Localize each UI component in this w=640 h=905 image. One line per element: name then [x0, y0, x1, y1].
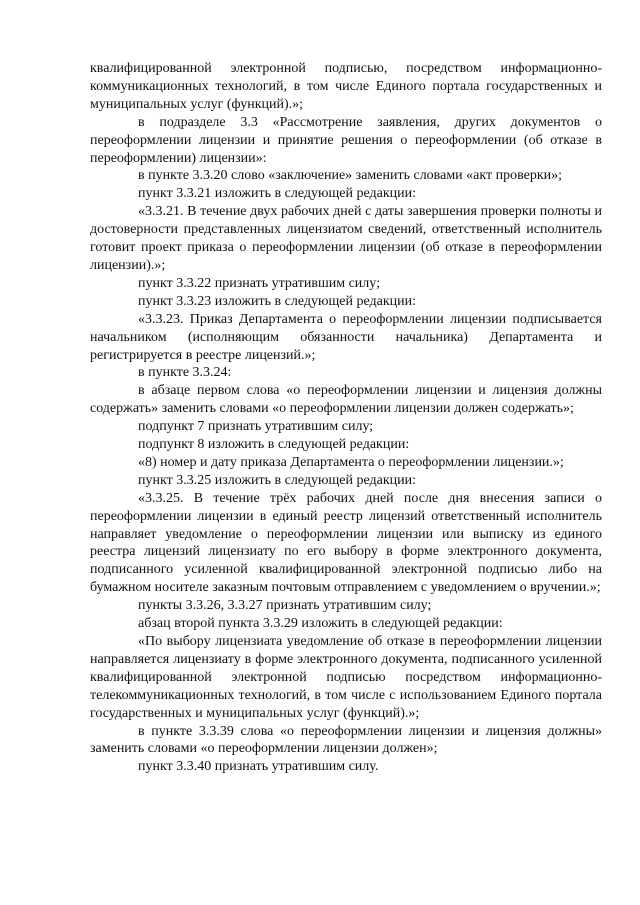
paragraph-11: подпункт 7 признать утратившим силу;	[138, 419, 374, 435]
paragraph-16: пункты 3.3.26, 3.3.27 признать утратившим силу;	[138, 598, 432, 614]
paragraph-10: в абзаце первом слова «о переоформлении лицензии и лицензия должны содержать» заменить словами «о переоформлении лицензии должен содержать»;	[90, 383, 602, 417]
paragraph-6: пункт 3.3.22 признать утратившим силу;	[138, 275, 380, 291]
paragraph-2: в подразделе 3.3 «Рассмотрение заявления, других документов о переоформлении лицензии и принятие решения о переоформлении (об отказе в переоформлении) лицензии»:	[90, 114, 602, 166]
paragraph-4: пункт 3.3.21 изложить в следующей редакции:	[138, 186, 416, 202]
paragraph-13: «8) номер и дату приказа Департамента о переоформлении лицензии.»;	[138, 454, 564, 470]
paragraph-3: в пункте 3.3.20 слово «заключение» заменить словами «акт проверки»;	[138, 168, 563, 184]
paragraph-8: «3.3.23. Приказ Департамента о переоформлении лицензии подписывается начальником (исполняющим обязанности начальника) Департамента и регистрируется в реестре лицензий.»;	[90, 311, 602, 363]
paragraph-7: пункт 3.3.23 изложить в следующей редакции:	[138, 293, 416, 309]
paragraph-12: подпункт 8 изложить в следующей редакции:	[138, 437, 410, 453]
paragraph-20: пункт 3.3.40 признать утратившим силу.	[138, 759, 379, 775]
paragraph-15: «3.3.25. В течение трёх рабочих дней после дня внесения записи о переоформлении лицензии в единый реестр лицензий ответственный исполнитель направляет уведомление о переоформлении лицензии или выписку из единого реестра лицензий лицензиату по его выбору в форме электронного документа, подписанного усиленной квалифицированной электронной подписью либо на бумажном носителе заказным почтовым отправлением с уведомлением о вручении.»;	[90, 490, 602, 596]
document-page	[90, 60, 602, 776]
paragraph-9: в пункте 3.3.24:	[138, 365, 232, 381]
paragraph-14: пункт 3.3.25 изложить в следующей редакции:	[138, 472, 416, 488]
paragraph-5: «3.3.21. В течение двух рабочих дней с даты завершения проверки полноты и достоверности представленных лицензиатом сведений, ответственный исполнитель готовит проект приказа о переоформлении лицензии (об отказе в переоформлении лицензии).»;	[90, 204, 602, 273]
paragraph-18: «По выбору лицензиата уведомление об отказе в переоформлении лицензии направляется лицензиату в форме электронного документа, подписанного усиленной квалифицированной электронной подписью посредством информационно-телекоммуникационных технологий, в том числе с использованием Единого портала государственных и муниципальных услуг (функций).»;	[90, 634, 602, 721]
paragraph-17: абзац второй пункта 3.3.29 изложить в следующей редакции:	[138, 616, 503, 632]
paragraph-1: квалифицированной электронной подписью, посредством информационно-коммуникационных технологий, в том числе Единого портала государственных и муниципальных услуг (функций).»;	[90, 61, 602, 112]
paragraph-19: в пункте 3.3.39 слова «о переоформлении лицензии и лицензия должны» заменить словами «о переоформлении лицензии должен»;	[90, 723, 602, 757]
